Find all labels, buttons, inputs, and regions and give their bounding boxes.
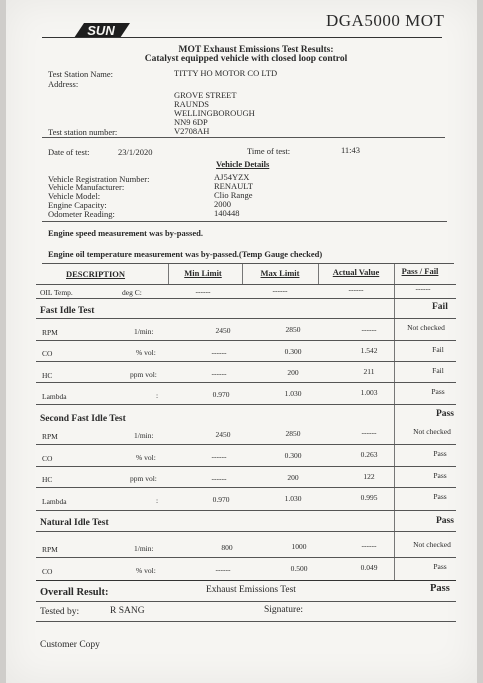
row-rule xyxy=(36,340,456,341)
row-result: Not checked xyxy=(413,540,451,549)
col-divider xyxy=(394,264,395,580)
row-result: Fail xyxy=(432,345,444,354)
address-line: WELLINGBOROUGH xyxy=(174,108,255,118)
row-name: CO xyxy=(42,349,53,358)
header-rule xyxy=(42,37,442,38)
col-divider xyxy=(318,264,319,284)
row-actual: 211 xyxy=(363,367,375,376)
overall-test-name: Exhaust Emissions Test xyxy=(206,585,296,595)
row-name: Lambda xyxy=(42,392,67,401)
oil-temp-max: ------ xyxy=(272,286,288,295)
row-name: CO xyxy=(42,454,53,463)
row-actual: ------ xyxy=(361,325,377,334)
row-unit: : xyxy=(156,496,159,505)
row-min: 2450 xyxy=(215,430,231,439)
row-rule xyxy=(36,361,456,362)
row-unit: % vol: xyxy=(136,566,156,575)
row-name: RPM xyxy=(42,328,58,337)
row-max: 0.300 xyxy=(284,347,302,356)
row-rule xyxy=(36,621,456,622)
row-name: RPM xyxy=(42,545,58,554)
col-max-limit: Max Limit xyxy=(260,268,300,278)
report-title: MOT Exhaust Emissions Test Results: xyxy=(178,45,334,55)
odometer-label: Odometer Reading: xyxy=(48,209,115,219)
row-actual: 0.995 xyxy=(360,493,378,502)
registration-value: AJ54YZX xyxy=(214,172,250,182)
col-min-limit: Min Limit xyxy=(184,268,222,278)
row-rule xyxy=(36,466,456,467)
col-divider xyxy=(168,264,169,284)
section-result-natural-idle: Pass xyxy=(436,516,454,526)
section-result-second-fast-idle: Pass xyxy=(436,409,454,419)
row-max: 200 xyxy=(287,473,299,482)
row-rule xyxy=(36,531,456,532)
row-rule xyxy=(36,382,456,383)
overall-result-label: Overall Result: xyxy=(40,587,109,598)
table-top-rule xyxy=(42,263,454,264)
model-label: Vehicle Model: xyxy=(48,191,101,201)
report-sheet xyxy=(6,0,477,683)
model-value: Clio Range xyxy=(214,190,253,200)
row-min: ------ xyxy=(211,369,227,378)
row-actual: 0.263 xyxy=(360,450,378,459)
row-unit: 1/min: xyxy=(134,431,154,440)
row-min: 0.970 xyxy=(212,495,230,504)
section-title-natural-idle: Natural Idle Test xyxy=(40,518,109,528)
time-label: Time of test: xyxy=(247,146,291,156)
row-result: Pass xyxy=(433,449,447,458)
tested-by-label: Tested by: xyxy=(40,607,80,617)
divider xyxy=(42,137,445,138)
row-name: RPM xyxy=(42,432,58,441)
row-unit: 1/min: xyxy=(134,327,154,336)
section-title-second-fast-idle: Second Fast Idle Test xyxy=(40,414,126,424)
row-rule xyxy=(36,298,456,299)
row-min: 800 xyxy=(221,543,233,552)
row-max: 1.030 xyxy=(284,494,302,503)
address-line: RAUNDS xyxy=(174,99,209,109)
report-subtitle: Catalyst equipped vehicle with closed loop control xyxy=(144,54,348,64)
oil-temp-name: OIL Temp. xyxy=(40,288,73,297)
row-min: ------ xyxy=(215,565,231,574)
oil-temp-min: ------ xyxy=(195,287,211,296)
row-max: 0.500 xyxy=(290,564,308,573)
row-min: ------ xyxy=(211,452,227,461)
model-name: DGA5000 MOT xyxy=(326,11,445,30)
row-actual: 1.003 xyxy=(360,388,378,397)
date-value: 23/1/2020 xyxy=(118,147,153,157)
engine-capacity-label: Engine Capacity: xyxy=(48,200,107,210)
col-description: DESCRIPTION xyxy=(66,269,126,279)
row-actual: 0.049 xyxy=(360,563,378,572)
vehicle-details-heading: Vehicle Details xyxy=(216,159,270,169)
row-unit: % vol: xyxy=(136,453,156,462)
row-unit: 1/min: xyxy=(134,544,154,553)
tested-by-value: R SANG xyxy=(110,606,145,616)
row-result: Pass xyxy=(431,387,445,396)
row-max: 0.300 xyxy=(284,451,302,460)
overall-result-value: Pass xyxy=(430,583,450,594)
row-name: CO xyxy=(42,567,53,576)
row-min: ------ xyxy=(211,474,227,483)
row-actual: 122 xyxy=(363,472,375,481)
manufacturer-label: Vehicle Manufacturer: xyxy=(48,182,125,192)
row-max: 2850 xyxy=(285,429,301,438)
row-rule xyxy=(36,404,456,405)
row-max: 1.030 xyxy=(284,389,302,398)
row-result: Not checked xyxy=(407,323,445,332)
row-result: Pass xyxy=(433,471,447,480)
address-line: NN9 6DP xyxy=(174,117,208,127)
row-rule xyxy=(36,284,456,285)
row-rule xyxy=(36,557,456,558)
row-min: ------ xyxy=(211,348,227,357)
row-name: HC xyxy=(42,475,53,484)
station-name-label: Test Station Name: xyxy=(48,69,114,79)
manufacturer-value: RENAULT xyxy=(214,181,253,191)
section-title-fast-idle: Fast Idle Test xyxy=(40,306,95,316)
row-unit: % vol: xyxy=(136,348,156,357)
row-rule xyxy=(36,444,456,445)
row-rule xyxy=(36,601,456,602)
row-result: Fail xyxy=(432,366,444,375)
row-name: HC xyxy=(42,371,53,380)
date-label: Date of test: xyxy=(48,147,90,157)
row-max: 1000 xyxy=(291,542,307,551)
registration-label: Vehicle Registration Number: xyxy=(48,174,150,184)
row-rule xyxy=(36,318,456,319)
station-name: TITTY HO MOTOR CO LTD xyxy=(174,68,278,78)
row-min: 0.970 xyxy=(212,390,230,399)
oil-temp-note: Engine oil temperature measurement was by-passed.(Temp Gauge checked) xyxy=(48,249,323,259)
station-number-label: Test station number: xyxy=(48,127,118,137)
engine-capacity-value: 2000 xyxy=(214,199,231,209)
row-result: Not checked xyxy=(413,427,451,436)
sun-logo xyxy=(70,20,132,42)
row-unit: : xyxy=(156,391,159,400)
row-result: Pass xyxy=(433,562,447,571)
oil-temp-result: ------ xyxy=(415,284,431,293)
engine-speed-note: Engine speed measurement was by-passed. xyxy=(48,228,203,238)
station-number: V2708AH xyxy=(174,126,210,136)
row-rule xyxy=(36,487,456,488)
row-rule xyxy=(36,510,456,511)
address-label: Address: xyxy=(48,79,79,89)
row-rule xyxy=(36,580,456,581)
row-unit: ppm vol: xyxy=(130,370,157,379)
svg-text:SUN: SUN xyxy=(87,23,115,38)
customer-copy-label: Customer Copy xyxy=(40,640,100,650)
col-actual-value: Actual Value xyxy=(332,267,380,277)
divider xyxy=(42,221,447,222)
signature-label: Signature: xyxy=(264,605,304,615)
row-unit: ppm vol: xyxy=(130,474,157,483)
oil-temp-unit: deg C: xyxy=(122,288,142,297)
section-result-fast-idle: Fail xyxy=(432,302,448,312)
row-actual: ------ xyxy=(361,541,377,550)
row-max: 2850 xyxy=(285,325,301,334)
row-min: 2450 xyxy=(215,326,231,335)
col-divider xyxy=(242,264,243,284)
row-name: Lambda xyxy=(42,497,67,506)
col-pass-fail: Pass / Fail xyxy=(401,266,439,276)
row-actual: 1.542 xyxy=(360,346,378,355)
address-line: GROVE STREET xyxy=(174,90,237,100)
row-max: 200 xyxy=(287,368,299,377)
odometer-value: 140448 xyxy=(214,208,240,218)
oil-temp-actual: ------ xyxy=(348,285,364,294)
time-value: 11:43 xyxy=(341,145,361,155)
row-actual: ------ xyxy=(361,428,377,437)
row-result: Pass xyxy=(433,492,447,501)
